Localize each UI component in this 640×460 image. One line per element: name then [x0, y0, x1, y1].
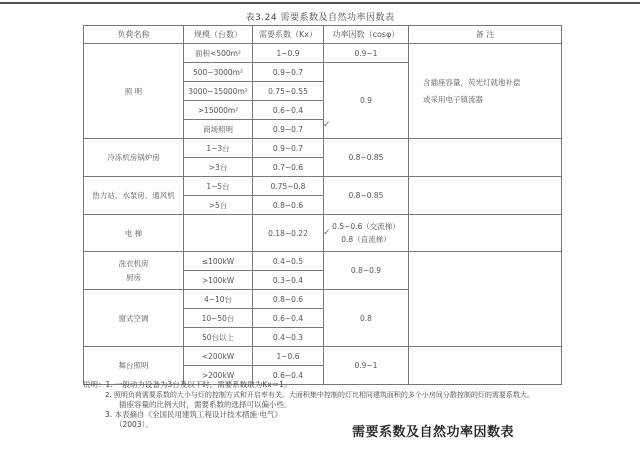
- remark-cell: [409, 139, 562, 177]
- note-line: 插座容量的比例大时，需要系数的选择可以偏小些。: [119, 400, 292, 409]
- cos-cell: 0.8~0.9: [324, 252, 409, 290]
- remark-cell: [409, 215, 562, 252]
- kx-cell: 0.6~0.4: [253, 366, 324, 385]
- load-name: 冷冻机房锅炉房: [84, 139, 184, 177]
- cos-line: 0.5~0.6（交流梯）: [332, 222, 400, 231]
- scale-cell: >3台: [184, 158, 253, 177]
- kx-cell: 0.7~0.6: [253, 158, 324, 177]
- load-name: 窗式空调: [84, 290, 184, 347]
- note-line: 3. 本表摘自《全国民用建筑工程设计技术措施·电气》: [105, 410, 282, 419]
- header-scale: 规模（台数）: [184, 26, 253, 44]
- kx-cell: 0.8~0.6: [253, 290, 324, 309]
- table-row: [84, 252, 562, 271]
- remark-cell: [409, 177, 562, 215]
- checkmark-icon: ✓: [323, 120, 331, 130]
- load-name-line: 厨房: [126, 272, 141, 282]
- scale-cell: >100kW: [184, 271, 253, 290]
- note-line: 说明：1. 一般动力设备为3台及以下时，需要系数取为Kx＝1。: [83, 380, 292, 389]
- cos-cell: 0.8~0.85: [324, 177, 409, 215]
- header-cos: 功率因数（cosφ）: [324, 26, 409, 44]
- scale-cell: >5台: [184, 196, 253, 215]
- load-name: 舞台照明: [84, 347, 184, 385]
- table-caption: 表3.24 需要系数及自然功率因数表: [245, 13, 395, 23]
- load-name: 电 梯: [84, 215, 184, 252]
- kx-cell: 0.6~0.4: [253, 101, 324, 120]
- remark-cell: [409, 347, 562, 385]
- load-name: 热力站、水泵房、通风机: [84, 177, 184, 215]
- load-name-line: 洗衣机房: [118, 258, 149, 268]
- cos-cell: 0.9~1: [324, 44, 409, 63]
- scale-cell: 500~3000m²: [184, 63, 253, 82]
- kx-cell: 0.9~0.7: [253, 63, 324, 82]
- load-name: [84, 252, 184, 290]
- remark-cell: [409, 252, 562, 347]
- scale-cell: >200kW: [184, 366, 253, 385]
- table-row: [84, 177, 562, 196]
- kx-cell: 1~0.6: [253, 347, 324, 366]
- cos-cell: 0.8: [324, 290, 409, 347]
- scale-cell: ≤100kW: [184, 252, 253, 271]
- cos-cell: 0.8~0.85: [324, 139, 409, 177]
- kx-cell: 0.75~0.55: [253, 82, 324, 101]
- header-kx: 需要系数（Kx）: [253, 26, 324, 44]
- kx-cell: 1~0.9: [253, 44, 324, 63]
- checkmark-icon: ✓: [323, 228, 331, 238]
- top-rule: [0, 2, 640, 4]
- figure-title: 需要系数及自然功率因数表: [352, 425, 515, 440]
- remark-line: 或采用电子镇流器: [423, 95, 483, 104]
- table-row: [84, 44, 562, 63]
- scale-cell: 1~3台: [184, 139, 253, 158]
- kx-cell: 0.75~0.8: [253, 177, 324, 196]
- scale-cell: <200kW: [184, 347, 253, 366]
- scale-cell: 3000~15000m²: [184, 82, 253, 101]
- kx-cell: 0.4~0.5: [253, 252, 324, 271]
- cos-cell: [324, 215, 409, 252]
- kx-cell: 0.4~0.3: [253, 328, 324, 347]
- note-line: （2003）。: [115, 420, 153, 429]
- table-row: [84, 139, 562, 158]
- scale-cell: 4~10台: [184, 290, 253, 309]
- remark-cell: [409, 44, 562, 139]
- header-load-name: 负荷名称: [84, 26, 184, 44]
- scale-cell: 10~50台: [184, 309, 253, 328]
- cos-cell: 0.9~1: [324, 347, 409, 385]
- demand-factor-table: [83, 25, 562, 385]
- kx-cell: 0.6~0.4: [253, 309, 324, 328]
- scale-cell: 1~5台: [184, 177, 253, 196]
- note-line: 2. 照明负荷需要系数的大小与灯的控制方式和开启率有关。大面积集中控制的灯比相同建筑面积的多个小房间分散控制的灯的需要系数大。: [105, 391, 534, 399]
- kx-cell: 0.18~0.22: [253, 215, 324, 252]
- cos-cell: 0.9: [324, 63, 409, 139]
- kx-cell: 0.3~0.4: [253, 271, 324, 290]
- table-row: [84, 347, 562, 366]
- header-remark: 备 注: [409, 26, 562, 44]
- scale-cell: 商场照明: [184, 120, 253, 139]
- scale-cell: >15000m²: [184, 101, 253, 120]
- cos-line: 0.8（直流梯）: [341, 235, 391, 244]
- scale-cell: 面积<500m²: [184, 44, 253, 63]
- scale-cell: 50台以上: [184, 328, 253, 347]
- kx-cell: 0.8~0.6: [253, 196, 324, 215]
- kx-cell: 0.9~0.7: [253, 139, 324, 158]
- header-row: [84, 26, 562, 44]
- load-name: 照 明: [84, 44, 184, 139]
- scale-cell: [184, 215, 253, 252]
- remark-line: 含插座容量，荧光灯就地补偿: [423, 78, 521, 87]
- kx-cell: 0.9~0.7: [253, 120, 324, 139]
